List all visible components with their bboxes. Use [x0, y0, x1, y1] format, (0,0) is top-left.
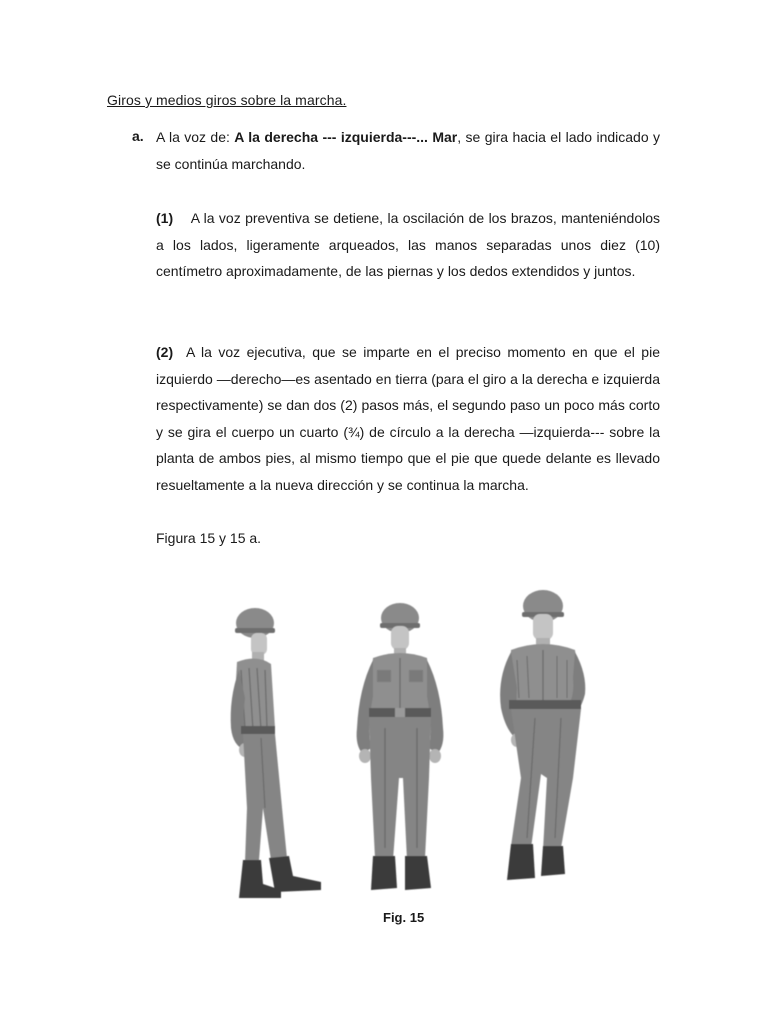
item-a-command: A la derecha --- izquierda---... Mar	[234, 129, 458, 145]
figure-caption: Fig. 15	[383, 910, 425, 925]
item-a-prefix: A la voz de:	[156, 129, 235, 145]
soldier-walking-view	[500, 590, 585, 880]
sub-item-2-paragraph	[156, 339, 660, 498]
item-marker: a.	[132, 128, 144, 144]
soldiers-figure	[205, 578, 605, 903]
soldier-front-view	[357, 603, 444, 890]
sub-item-2-text: A la voz ejecutiva, que se imparte en el preciso momento en que el pie izquierdo —derecho—es asentado en tierra (para el giro a la derecha e izquierda respectivamente) se dan dos (2) pasos más, el segundo paso un poco más corto y se gira el cuerpo un cuarto (¾) de círculo a la derecha —izquierda--- sobre la planta de ambos pies, al mismo tiempo que el pie que quede delante es llevado resueltamente a la nueva dirección y se continua la marcha.	[156, 344, 660, 493]
figure-reference: Figura 15 y 15 a.	[156, 530, 262, 546]
section-heading: Giros y medios giros sobre la marcha.	[107, 92, 347, 108]
sub-item-1-text: A la voz preventiva se detiene, la oscilación de los brazos, manteniéndolos a los lados, ligeramente arqueados, las manos separadas unos diez (10) centímetro aproximadamente, de las piernas y los dedos extendidos y juntos.	[156, 210, 660, 279]
item-a-paragraph	[156, 124, 660, 177]
soldiers-illustration	[205, 578, 605, 903]
sub-item-1-paragraph	[156, 205, 660, 285]
item-a-suffix: , se gira hacia el lado indicado y se continúa marchando.	[156, 129, 661, 172]
sub-item-2-number: (2)	[156, 344, 174, 360]
soldier-side-view	[231, 608, 321, 898]
sub-item-1-number: (1)	[156, 210, 174, 226]
